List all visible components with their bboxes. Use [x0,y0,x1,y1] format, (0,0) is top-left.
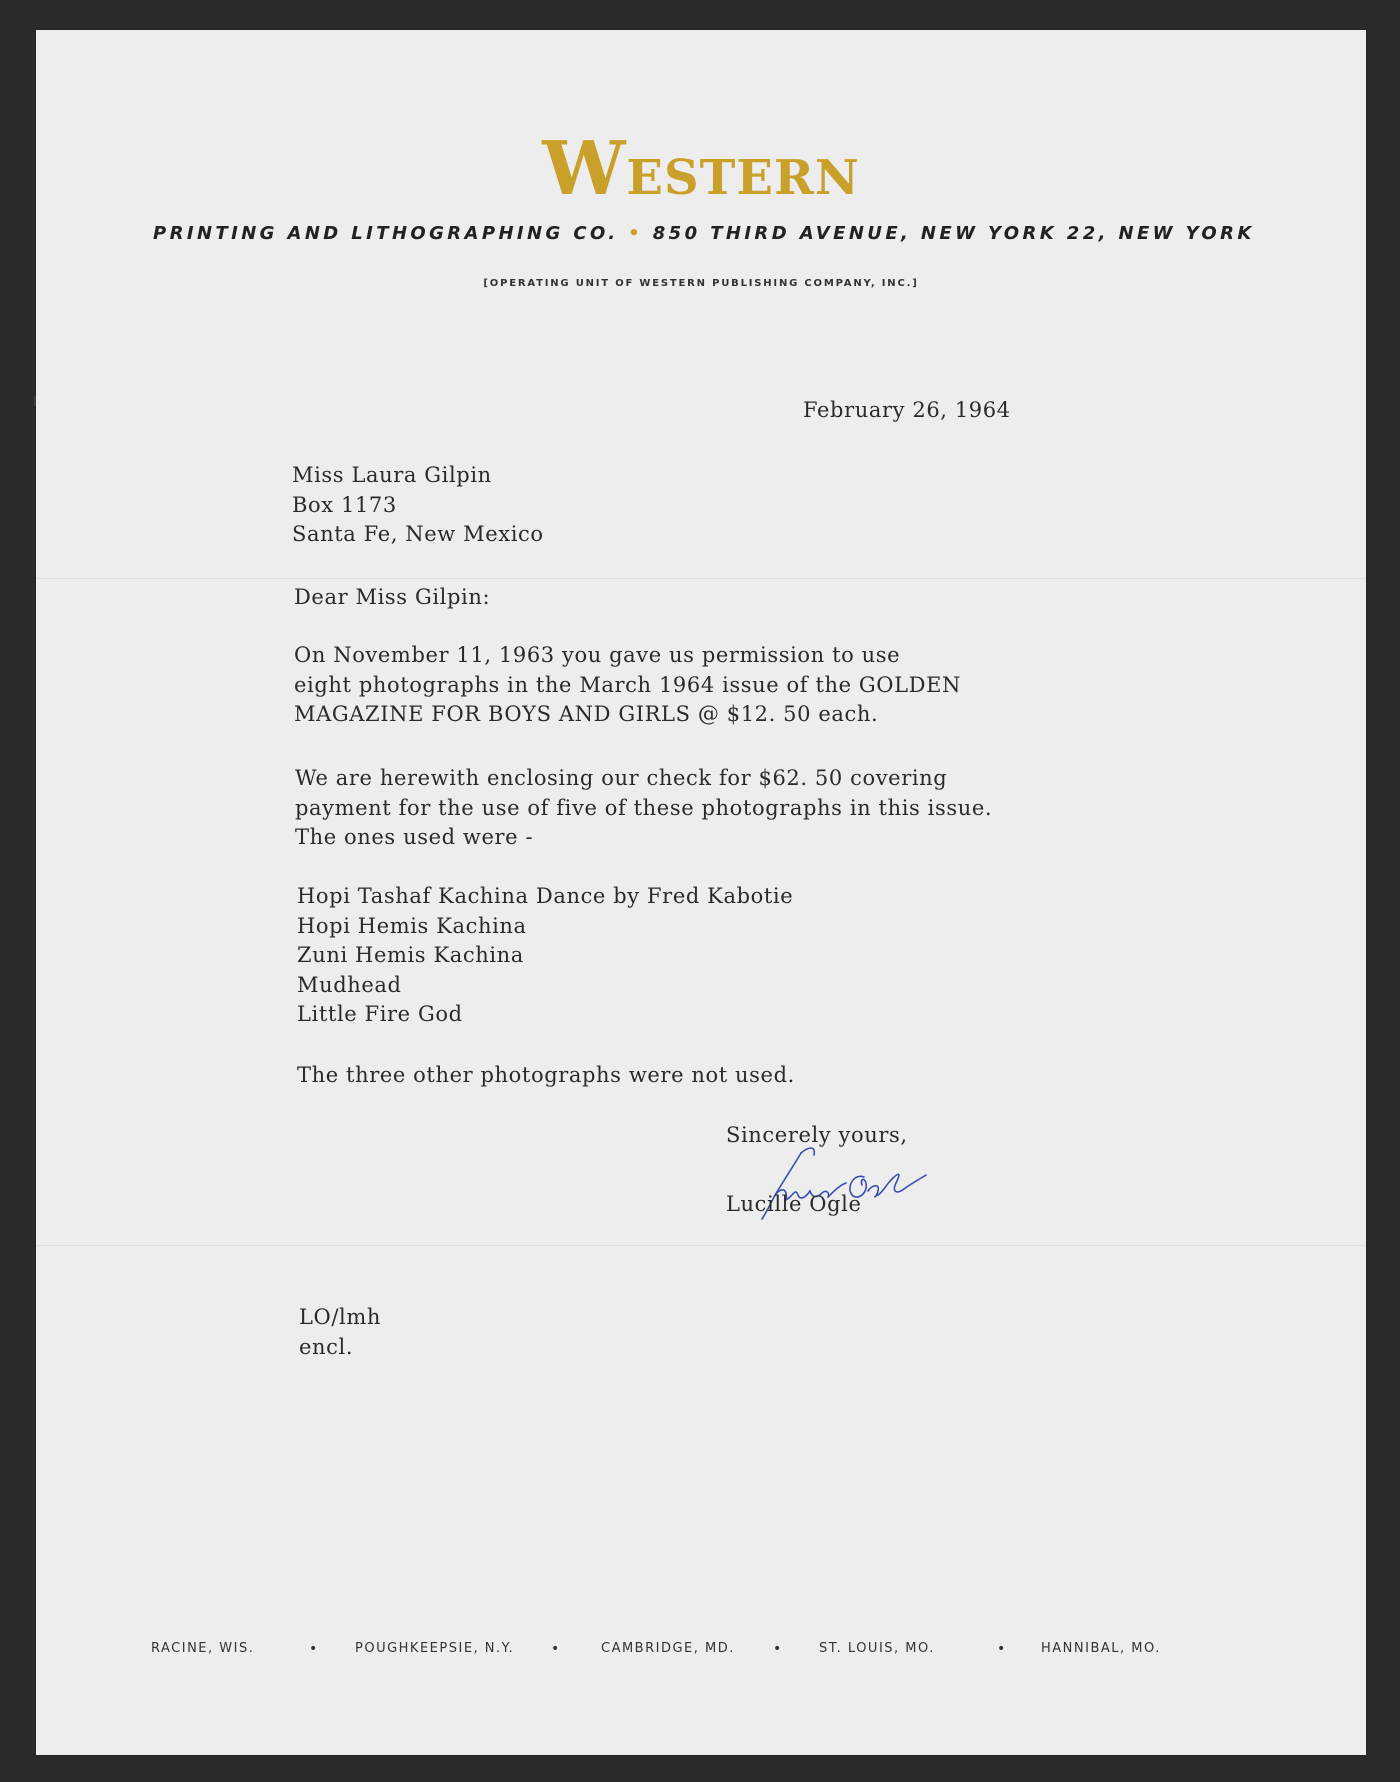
list-item: Hopi Tashaf Kachina Dance by Fred Kabotie [297,884,794,908]
recipient-line: Santa Fe, New Mexico [292,522,544,546]
reference-line: LO/lmh [299,1305,381,1329]
separator-dot: • [628,223,644,244]
letter-date: February 26, 1964 [803,398,1011,422]
company-logo [36,126,1366,212]
paragraph-line: MAGAZINE FOR BOYS AND GIRLS @ $12. 50 each. [294,702,879,726]
footer-bullet: • [997,1641,1007,1657]
company-address: 850 THIRD AVENUE, NEW YORK 22, NEW YORK [652,223,1255,244]
company-name: PRINTING AND LITHOGRAPHING CO. [153,223,619,244]
reference-initials [299,1305,381,1364]
footer-location: ST. LOUIS, MO. [819,1641,935,1656]
recipient-address [292,463,544,552]
footer-location: POUGHKEEPSIE, N.Y. [355,1641,515,1656]
footer-location: RACINE, WIS. [151,1641,255,1656]
fold-line [36,1245,1366,1246]
list-item: Zuni Hemis Kachina [297,943,524,967]
recipient-line: Miss Laura Gilpin [292,463,492,487]
logo-rest: ESTERN [626,150,860,206]
footer-location: HANNIBAL, MO. [1041,1641,1161,1656]
letter-page [36,30,1366,1755]
photos-used-list [297,884,793,1032]
paragraph-line: The ones used were - [295,825,534,849]
paragraph-line: payment for the use of five of these photographs in this issue. [295,795,993,820]
paragraph-3: The three other photographs were not used. [297,1063,795,1087]
paragraph-2 [295,766,992,855]
recipient-line: Box 1173 [292,492,397,517]
operating-unit: [OPERATING UNIT OF WESTERN PUBLISHING COMPANY, INC.] [483,278,919,289]
reference-line: encl. [299,1334,354,1359]
closing: Sincerely yours, [726,1123,908,1147]
letterhead-company-line [153,223,1273,244]
list-item: Mudhead [297,972,402,997]
footer-location: CAMBRIDGE, MD. [601,1641,735,1656]
logo-initial: W [542,126,627,212]
paragraph-line: We are herewith enclosing our check for $62. 50 covering [295,766,948,790]
list-item: Little Fire God [297,1002,463,1026]
paragraph-line: On November 11, 1963 you gave us permission to use [294,643,901,667]
paragraph-line: eight photographs in the March 1964 issue of the GOLDEN [294,672,961,697]
footer-bullet: • [551,1641,561,1657]
footer-bullet: • [309,1641,319,1657]
paragraph-1 [294,643,961,732]
salutation: Dear Miss Gilpin: [294,585,491,609]
footer-bullet: • [773,1641,783,1657]
list-item: Hopi Hemis Kachina [297,913,527,938]
fold-line [36,578,1366,579]
signer-name: Lucille Ogle [726,1192,862,1216]
